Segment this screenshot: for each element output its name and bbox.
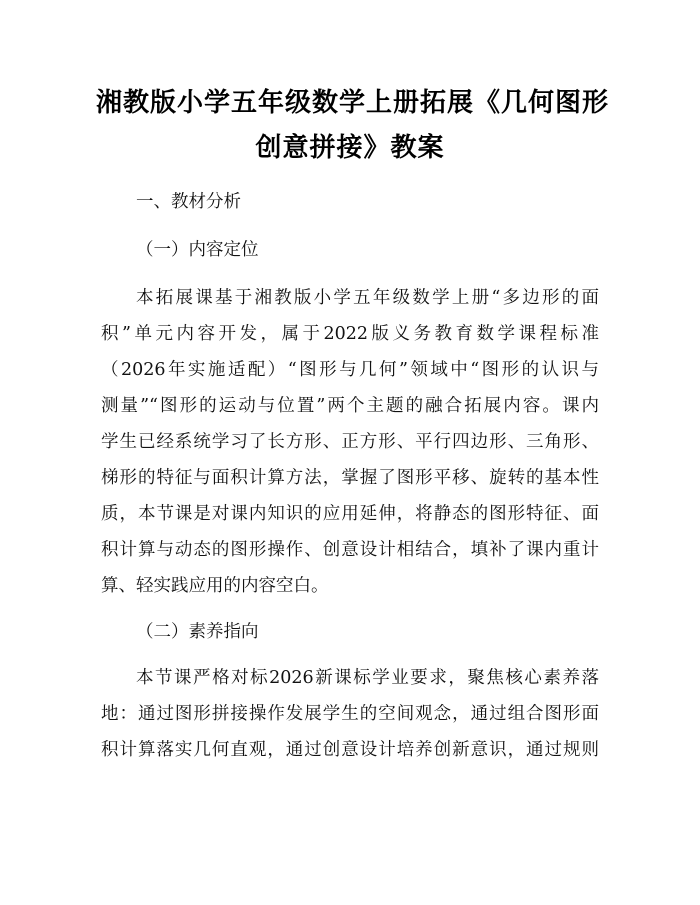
paragraph-line: 积”单元内容开发，属于2022版义务教育数学课程标准 [101, 324, 599, 344]
paragraph-line: 地：通过图形拼接操作发展学生的空间观念，通过组合图形面 [101, 704, 599, 724]
paragraph-line: （2026年实施适配）“图形与几何”领域中“图形的认识与 [101, 360, 599, 380]
paragraph-line: 梯形的特征与面积计算方法，掌握了图形平移、旋转的基本性 [101, 468, 599, 488]
paragraph-line: 学生已经系统学习了长方形、正方形、平行四边形、三角形、 [101, 432, 599, 452]
document-title-line-1: 湘教版小学五年级数学上册拓展《几何图形 [96, 88, 610, 118]
paragraph-line: 质，本节课是对课内知识的应用延伸，将静态的图形特征、面 [101, 504, 599, 524]
paragraph-line: 算、轻实践应用的内容空白。 [101, 576, 329, 596]
paragraph-line: 本拓展课基于湘教版小学五年级数学上册“多边形的面 [136, 288, 599, 308]
section-heading-textbook-analysis: 一、教材分析 [136, 192, 241, 212]
subsection-heading-content-positioning: （一）内容定位 [136, 240, 259, 260]
paragraph-line: 本节课严格对标2026新课标学业要求，聚焦核心素养落 [136, 668, 599, 688]
subsection-heading-literacy-orientation: （二）素养指向 [136, 622, 259, 642]
paragraph-line: 积计算落实几何直观，通过创意设计培养创新意识，通过规则 [101, 740, 599, 760]
document-title-line-2: 创意拼接》教案 [255, 133, 445, 163]
paragraph-line: 测量”“图形的运动与位置”两个主题的融合拓展内容。课内 [101, 396, 599, 416]
paragraph-line: 积计算与动态的图形操作、创意设计相结合，填补了课内重计 [101, 540, 599, 560]
